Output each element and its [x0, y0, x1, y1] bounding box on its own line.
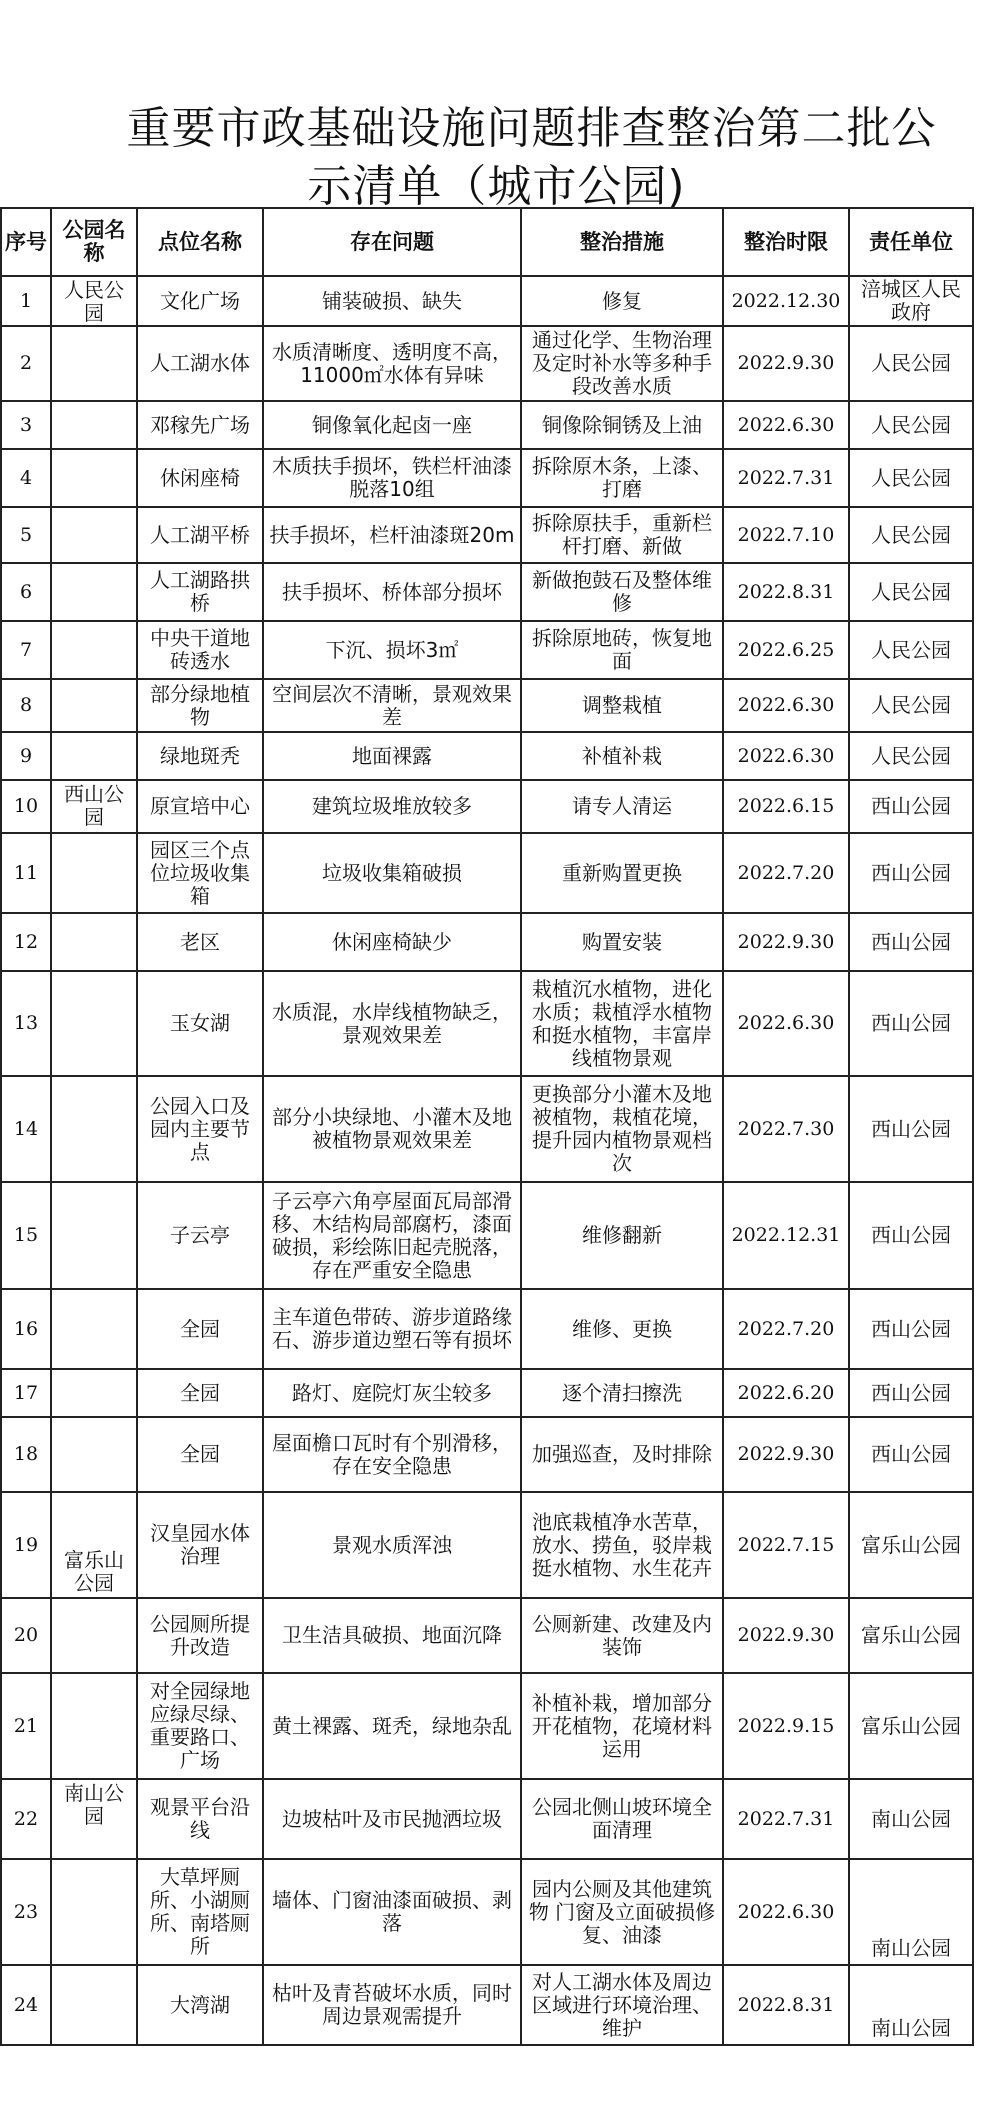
row-issue: 景观水质浑浊: [263, 1492, 521, 1598]
row-index: 13: [1, 971, 51, 1076]
header-park: 公园名称: [51, 208, 137, 276]
row-index: 6: [1, 563, 51, 621]
table-row: [1, 507, 973, 563]
row-measure: 更换部分小灌木及地被植物，栽植花境，提升园内植物景观档次: [521, 1076, 723, 1182]
row-site: 对全园绿地应绿尽绿、重要路口、广场: [137, 1673, 263, 1779]
row-index: 24: [1, 1965, 51, 2045]
row-index: 14: [1, 1076, 51, 1182]
row-site: 观景平台沿线: [137, 1779, 263, 1859]
row-unit: 人民公园: [849, 449, 973, 507]
table-header-row: [1, 208, 973, 276]
table-row: [1, 621, 973, 679]
row-index: 22: [1, 1779, 51, 1859]
row-deadline: 2022.6.30: [723, 732, 849, 780]
header-site: 点位名称: [137, 208, 263, 276]
row-measure: 逐个清扫擦洗: [521, 1369, 723, 1417]
row-index: 21: [1, 1673, 51, 1779]
row-park: [51, 1417, 137, 1492]
row-index: 23: [1, 1859, 51, 1965]
row-measure: 购置安装: [521, 913, 723, 971]
row-deadline: 2022.8.31: [723, 563, 849, 621]
row-index: 4: [1, 449, 51, 507]
table-row: [1, 971, 973, 1076]
row-site: 原宣培中心: [137, 780, 263, 833]
row-index: 16: [1, 1289, 51, 1369]
document-title: [0, 100, 993, 216]
header-unit: 责任单位: [849, 208, 973, 276]
row-unit: 西山公园: [849, 1182, 973, 1289]
rectification-list-table: [0, 207, 974, 2046]
row-issue: 空间层次不清晰，景观效果差: [263, 679, 521, 732]
row-index: 5: [1, 507, 51, 563]
row-park: 富乐山公园: [51, 1492, 137, 1598]
row-measure: 公厕新建、改建及内装饰: [521, 1598, 723, 1673]
row-issue: 卫生洁具破损、地面沉降: [263, 1598, 521, 1673]
row-unit: 人民公园: [849, 679, 973, 732]
row-measure: 补植补栽，增加部分开花植物，花境材料运用: [521, 1673, 723, 1779]
row-park: [51, 1369, 137, 1417]
row-measure: 新做抱鼓石及整体维修: [521, 563, 723, 621]
row-site: 公园厕所提升改造: [137, 1598, 263, 1673]
title-line-1: 重要市政基础设施问题排查整治第二批公: [126, 103, 937, 154]
row-measure: 加强巡查，及时排除: [521, 1417, 723, 1492]
row-site: 大草坪厕所、小湖厕所、南塔厕所: [137, 1859, 263, 1965]
row-site: 休闲座椅: [137, 449, 263, 507]
row-issue: 路灯、庭院灯灰尘较多: [263, 1369, 521, 1417]
row-deadline: 2022.12.31: [723, 1182, 849, 1289]
row-unit: 西山公园: [849, 1417, 973, 1492]
row-site: 全园: [137, 1289, 263, 1369]
row-index: 9: [1, 732, 51, 780]
row-unit: 南山公园: [849, 1779, 973, 1859]
row-index: 1: [1, 276, 51, 326]
row-issue: 建筑垃圾堆放较多: [263, 780, 521, 833]
row-unit: 西山公园: [849, 1369, 973, 1417]
row-issue: 垃圾收集箱破损: [263, 833, 521, 913]
row-measure: 园内公厕及其他建筑物 门窗及立面破损修复、油漆: [521, 1859, 723, 1965]
table-row: [1, 563, 973, 621]
row-deadline: 2022.7.15: [723, 1492, 849, 1598]
row-unit: 西山公园: [849, 833, 973, 913]
row-index: 8: [1, 679, 51, 732]
row-unit: 南山公园: [849, 1965, 973, 2045]
row-index: 3: [1, 401, 51, 449]
row-park: [51, 913, 137, 971]
table-row: [1, 1859, 973, 1965]
row-index: 18: [1, 1417, 51, 1492]
row-site: 玉女湖: [137, 971, 263, 1076]
table-row: [1, 449, 973, 507]
row-deadline: 2022.6.15: [723, 780, 849, 833]
row-issue: 主车道色带砖、游步道路缘石、游步道边塑石等有损坏: [263, 1289, 521, 1369]
row-issue: 铺装破损、缺失: [263, 276, 521, 326]
row-park: [51, 1859, 137, 1965]
row-deadline: 2022.6.30: [723, 971, 849, 1076]
row-index: 7: [1, 621, 51, 679]
row-park: 南山公园: [51, 1779, 137, 1859]
table-row: [1, 276, 973, 326]
row-park: [51, 621, 137, 679]
row-deadline: 2022.6.25: [723, 621, 849, 679]
header-issue: 存在问题: [263, 208, 521, 276]
row-park: [51, 971, 137, 1076]
row-park: [51, 1965, 137, 2045]
row-measure: 栽植沉水植物，进化水质；栽植浮水植物和挺水植物，丰富岸线植物景观: [521, 971, 723, 1076]
row-index: 15: [1, 1182, 51, 1289]
row-site: 中央干道地砖透水: [137, 621, 263, 679]
row-unit: 富乐山公园: [849, 1492, 973, 1598]
row-measure: 池底栽植净水苦草，放水、捞鱼，驳岸栽挺水植物、水生花卉: [521, 1492, 723, 1598]
table-row: [1, 833, 973, 913]
row-unit: 西山公园: [849, 1076, 973, 1182]
row-unit: 人民公园: [849, 732, 973, 780]
row-site: 公园入口及园内主要节点: [137, 1076, 263, 1182]
row-park: [51, 1076, 137, 1182]
row-park: [51, 326, 137, 401]
row-unit: 西山公园: [849, 1289, 973, 1369]
row-site: 人工湖水体: [137, 326, 263, 401]
row-measure: 维修翻新: [521, 1182, 723, 1289]
row-park: [51, 401, 137, 449]
row-issue: 铜像氧化起卤一座: [263, 401, 521, 449]
row-site: 部分绿地植物: [137, 679, 263, 732]
table-row: [1, 1289, 973, 1369]
row-site: 绿地斑秃: [137, 732, 263, 780]
row-measure: 拆除原地砖，恢复地面: [521, 621, 723, 679]
row-measure: 请专人清运: [521, 780, 723, 833]
row-issue: 休闲座椅缺少: [263, 913, 521, 971]
table-row: [1, 913, 973, 971]
row-unit: 西山公园: [849, 971, 973, 1076]
row-deadline: 2022.7.31: [723, 1779, 849, 1859]
row-unit: 富乐山公园: [849, 1673, 973, 1779]
row-index: 19: [1, 1492, 51, 1598]
row-issue: 下沉、损坏3㎡: [263, 621, 521, 679]
row-park: [51, 1598, 137, 1673]
row-issue: 扶手损坏、桥体部分损坏: [263, 563, 521, 621]
row-deadline: 2022.7.10: [723, 507, 849, 563]
row-issue: 枯叶及青苔破坏水质，同时周边景观需提升: [263, 1965, 521, 2045]
row-issue: 部分小块绿地、小灌木及地被植物景观效果差: [263, 1076, 521, 1182]
row-issue: 子云亭六角亭屋面瓦局部滑移、木结构局部腐朽，漆面破损，彩绘陈旧起壳脱落，存在严重安全隐患: [263, 1182, 521, 1289]
table-row: [1, 1598, 973, 1673]
row-index: 17: [1, 1369, 51, 1417]
row-measure: 修复: [521, 276, 723, 326]
row-deadline: 2022.7.20: [723, 1289, 849, 1369]
table-row: [1, 1965, 973, 2045]
row-issue: 木质扶手损坏，铁栏杆油漆脱落10组: [263, 449, 521, 507]
row-unit: 人民公园: [849, 621, 973, 679]
header-measure: 整治措施: [521, 208, 723, 276]
table-row: [1, 401, 973, 449]
row-unit: 西山公园: [849, 913, 973, 971]
row-issue: 屋面檐口瓦时有个别滑移，存在安全隐患: [263, 1417, 521, 1492]
row-unit: 人民公园: [849, 507, 973, 563]
row-site: 老区: [137, 913, 263, 971]
row-unit: 涪城区人民政府: [849, 276, 973, 326]
table-row: [1, 1182, 973, 1289]
row-index: 12: [1, 913, 51, 971]
row-deadline: 2022.8.31: [723, 1965, 849, 2045]
row-measure: 铜像除铜锈及上油: [521, 401, 723, 449]
row-unit: 南山公园: [849, 1859, 973, 1965]
row-index: 10: [1, 780, 51, 833]
row-index: 20: [1, 1598, 51, 1673]
row-deadline: 2022.6.30: [723, 1859, 849, 1965]
row-park: [51, 449, 137, 507]
row-park: [51, 1182, 137, 1289]
row-unit: 人民公园: [849, 401, 973, 449]
row-site: 园区三个点位垃圾收集箱: [137, 833, 263, 913]
table-row: [1, 732, 973, 780]
row-park: [51, 1673, 137, 1779]
row-site: 人工湖平桥: [137, 507, 263, 563]
table-row: [1, 1369, 973, 1417]
table-row: [1, 1673, 973, 1779]
row-issue: 边坡枯叶及市民抛洒垃圾: [263, 1779, 521, 1859]
row-issue: 墙体、门窗油漆面破损、剥落: [263, 1859, 521, 1965]
row-unit: 人民公园: [849, 563, 973, 621]
row-deadline: 2022.7.30: [723, 1076, 849, 1182]
row-deadline: 2022.9.30: [723, 913, 849, 971]
row-deadline: 2022.6.30: [723, 679, 849, 732]
row-park: [51, 563, 137, 621]
row-site: 人工湖路拱桥: [137, 563, 263, 621]
row-index: 2: [1, 326, 51, 401]
row-site: 汉皇园水体治理: [137, 1492, 263, 1598]
row-issue: 黄土裸露、斑秃，绿地杂乱: [263, 1673, 521, 1779]
table-row: [1, 780, 973, 833]
header-index: 序号: [1, 208, 51, 276]
row-park: [51, 507, 137, 563]
row-park: [51, 732, 137, 780]
row-measure: 公园北侧山坡环境全面清理: [521, 1779, 723, 1859]
row-park: [51, 1289, 137, 1369]
row-deadline: 2022.7.31: [723, 449, 849, 507]
row-deadline: 2022.9.15: [723, 1673, 849, 1779]
row-deadline: 2022.12.30: [723, 276, 849, 326]
header-deadline: 整治时限: [723, 208, 849, 276]
table-row: [1, 1492, 973, 1598]
row-measure: 通过化学、生物治理及定时补水等多种手段改善水质: [521, 326, 723, 401]
row-park: [51, 679, 137, 732]
table-row: [1, 326, 973, 401]
table-row: [1, 1417, 973, 1492]
row-measure: 拆除原木条，上漆、打磨: [521, 449, 723, 507]
row-deadline: 2022.6.20: [723, 1369, 849, 1417]
row-site: 子云亭: [137, 1182, 263, 1289]
title-line-2: 示清单（城市公园): [307, 161, 686, 212]
row-measure: 调整栽植: [521, 679, 723, 732]
row-site: 邓稼先广场: [137, 401, 263, 449]
row-park: [51, 833, 137, 913]
table-row: [1, 679, 973, 732]
row-site: 全园: [137, 1417, 263, 1492]
row-park: 人民公园: [51, 276, 137, 326]
row-deadline: 2022.9.30: [723, 1417, 849, 1492]
row-issue: 扶手损坏，栏杆油漆斑20m: [263, 507, 521, 563]
row-site: 文化广场: [137, 276, 263, 326]
row-measure: 对人工湖水体及周边区域进行环境治理、维护: [521, 1965, 723, 2045]
row-deadline: 2022.6.30: [723, 401, 849, 449]
table-row: [1, 1779, 973, 1859]
row-issue: 水质混，水岸线植物缺乏，景观效果差: [263, 971, 521, 1076]
row-measure: 重新购置更换: [521, 833, 723, 913]
row-site: 大湾湖: [137, 1965, 263, 2045]
row-unit: 人民公园: [849, 326, 973, 401]
row-deadline: 2022.7.20: [723, 833, 849, 913]
row-measure: 补植补栽: [521, 732, 723, 780]
row-issue: 水质清晰度、透明度不高，11000㎡水体有异味: [263, 326, 521, 401]
row-deadline: 2022.9.30: [723, 1598, 849, 1673]
table-row: [1, 1076, 973, 1182]
row-park: 西山公园: [51, 780, 137, 833]
row-deadline: 2022.9.30: [723, 326, 849, 401]
row-issue: 地面裸露: [263, 732, 521, 780]
row-measure: 拆除原扶手，重新栏杆打磨、新做: [521, 507, 723, 563]
row-unit: 富乐山公园: [849, 1598, 973, 1673]
row-measure: 维修、更换: [521, 1289, 723, 1369]
row-index: 11: [1, 833, 51, 913]
row-site: 全园: [137, 1369, 263, 1417]
row-unit: 西山公园: [849, 780, 973, 833]
